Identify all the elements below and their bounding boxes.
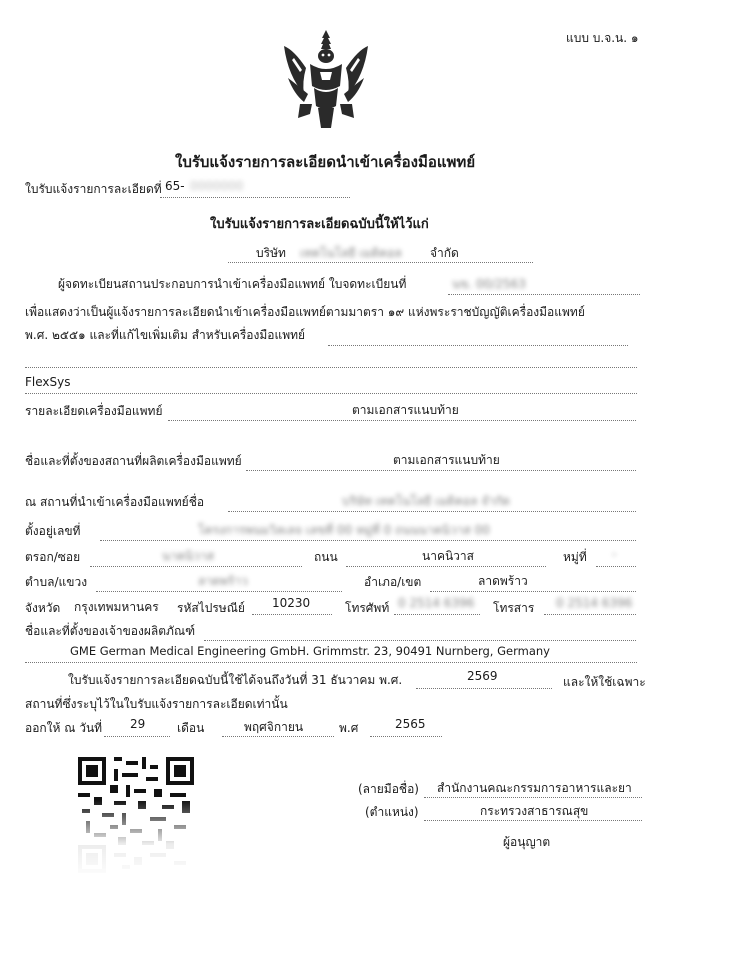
- para1-line2: เพื่อแสดงว่าเป็นผู้แจ้งรายการละเอียดนำเข้าเครื่องมือแพทย์ตามมาตรา ๑๙ แห่งพระราชบัญญัติเครื่องมือแพทย์: [25, 305, 585, 319]
- company-suffix: จำกัด: [430, 246, 459, 260]
- garuda-emblem-icon: [280, 28, 372, 130]
- road-value: นาคนิวาส: [422, 549, 474, 563]
- manufacturer-site-value: ตามเอกสารแนบท้าย: [393, 453, 500, 467]
- position-value: กระทรวงสาธารณสุข: [480, 804, 589, 818]
- moo-value-obscured: -: [612, 547, 617, 561]
- authorizer: ผู้อนุญาต: [503, 835, 551, 849]
- valid-line1: ใบรับแจ้งรายการละเอียดฉบับนี้ใช้ได้จนถึงวันที่ 31 ธันวาคม พ.ศ.: [68, 673, 403, 687]
- issued-month: พฤศจิกายน: [244, 720, 304, 734]
- receipt-no-label: ใบรับแจ้งรายการละเอียดที่: [25, 182, 162, 196]
- subdistrict-value-obscured: ลาดพร้าว: [198, 574, 248, 588]
- address-no-value-obscured: โครงการพนมวิลเลจ เลขที่ 00 หมู่ที่ 0 ถนนนาคนิวาส 00: [198, 523, 490, 537]
- fax-label: โทรสาร: [493, 601, 535, 615]
- manufacturer-site-label: ชื่อและที่ตั้งของสถานที่ผลิตเครื่องมือแพทย์: [25, 454, 242, 468]
- province-value: กรุงเทพมหานคร: [74, 600, 159, 614]
- month-label: เดือน: [177, 721, 205, 735]
- issued-label: ออกให้ ณ วันที่: [25, 721, 103, 735]
- year-label: พ.ศ: [339, 721, 359, 735]
- sign-label: (ลายมือชื่อ): [358, 782, 419, 796]
- address-no-label: ตั้งอยู่เลขที่: [25, 524, 81, 538]
- postal-value: 10230: [272, 596, 311, 610]
- company-name-obscured: เทคโนโลยี เมดิคอล: [300, 246, 402, 260]
- para1-line1: ผู้จดทะเบียนสถานประกอบการนำเข้าเครื่องมือแพทย์ ใบจดทะเบียนที่: [58, 277, 407, 291]
- para1-line3: พ.ศ. ๒๕๕๑ และที่แก้ไขเพิ่มเติม สำหรับเครื่องมือแพทย์: [25, 328, 306, 342]
- document-title: ใบรับแจ้งรายการละเอียดนำเข้าเครื่องมือแพทย์: [175, 153, 476, 171]
- import-site-value-obscured: บริษัท เทคโนโลยี เมดิคอล จำกัด: [342, 494, 511, 508]
- valid-year: 2569: [467, 669, 498, 683]
- road-label: ถนน: [314, 550, 338, 564]
- sign-value: สำนักงานคณะกรรมการอาหารและยา: [437, 781, 632, 795]
- district-label: อำเภอ/เขต: [364, 575, 422, 589]
- postal-label: รหัสไปรษณีย์: [177, 601, 245, 615]
- district-value: ลาดพร้าว: [478, 574, 528, 588]
- owner-label: ชื่อและที่ตั้งของเจ้าของผลิตภัณฑ์: [25, 624, 196, 638]
- fax-value-obscured: 0 2514 6396: [556, 596, 633, 610]
- position-label: (ตำแหน่ง): [365, 805, 419, 819]
- valid-line1-end: และให้ใช้เฉพาะ: [563, 675, 646, 689]
- phone-label: โทรศัพท์: [345, 601, 390, 615]
- owner-value: GME German Medical Engineering GmbH. Grimmstr. 23, 90491 Nurnberg, Germany: [70, 644, 550, 658]
- phone-value-obscured: 0 2514 6396: [398, 596, 475, 610]
- subdistrict-label: ตำบล/แขวง: [25, 575, 88, 589]
- company-prefix: บริษัท: [256, 246, 286, 260]
- moo-label: หมู่ที่: [563, 550, 587, 564]
- issued-to-heading: ใบรับแจ้งรายการละเอียดฉบับนี้ให้ไว้แก่: [210, 217, 429, 232]
- detail-label: รายละเอียดเครื่องมือแพทย์: [25, 404, 163, 418]
- form-code: แบบ บ.จ.น. ๑: [566, 31, 639, 45]
- issued-year: 2565: [395, 717, 426, 731]
- valid-line2: สถานที่ซึ่งระบุไว้ในใบรับแจ้งรายการละเอียดเท่านั้น: [25, 697, 288, 711]
- receipt-no-value: 65-: [165, 179, 185, 193]
- province-label: จังหวัด: [25, 601, 61, 615]
- alley-label: ตรอก/ซอย: [25, 550, 81, 564]
- license-no-obscured: นข. 00/2563: [452, 277, 526, 291]
- device-name: FlexSys: [25, 375, 71, 389]
- alley-value-obscured: นาคนิวาส: [162, 549, 214, 563]
- detail-value: ตามเอกสารแนบท้าย: [352, 403, 459, 417]
- import-site-label: ณ สถานที่นำเข้าเครื่องมือแพทย์ชื่อ: [25, 495, 205, 509]
- issued-day: 29: [130, 717, 146, 731]
